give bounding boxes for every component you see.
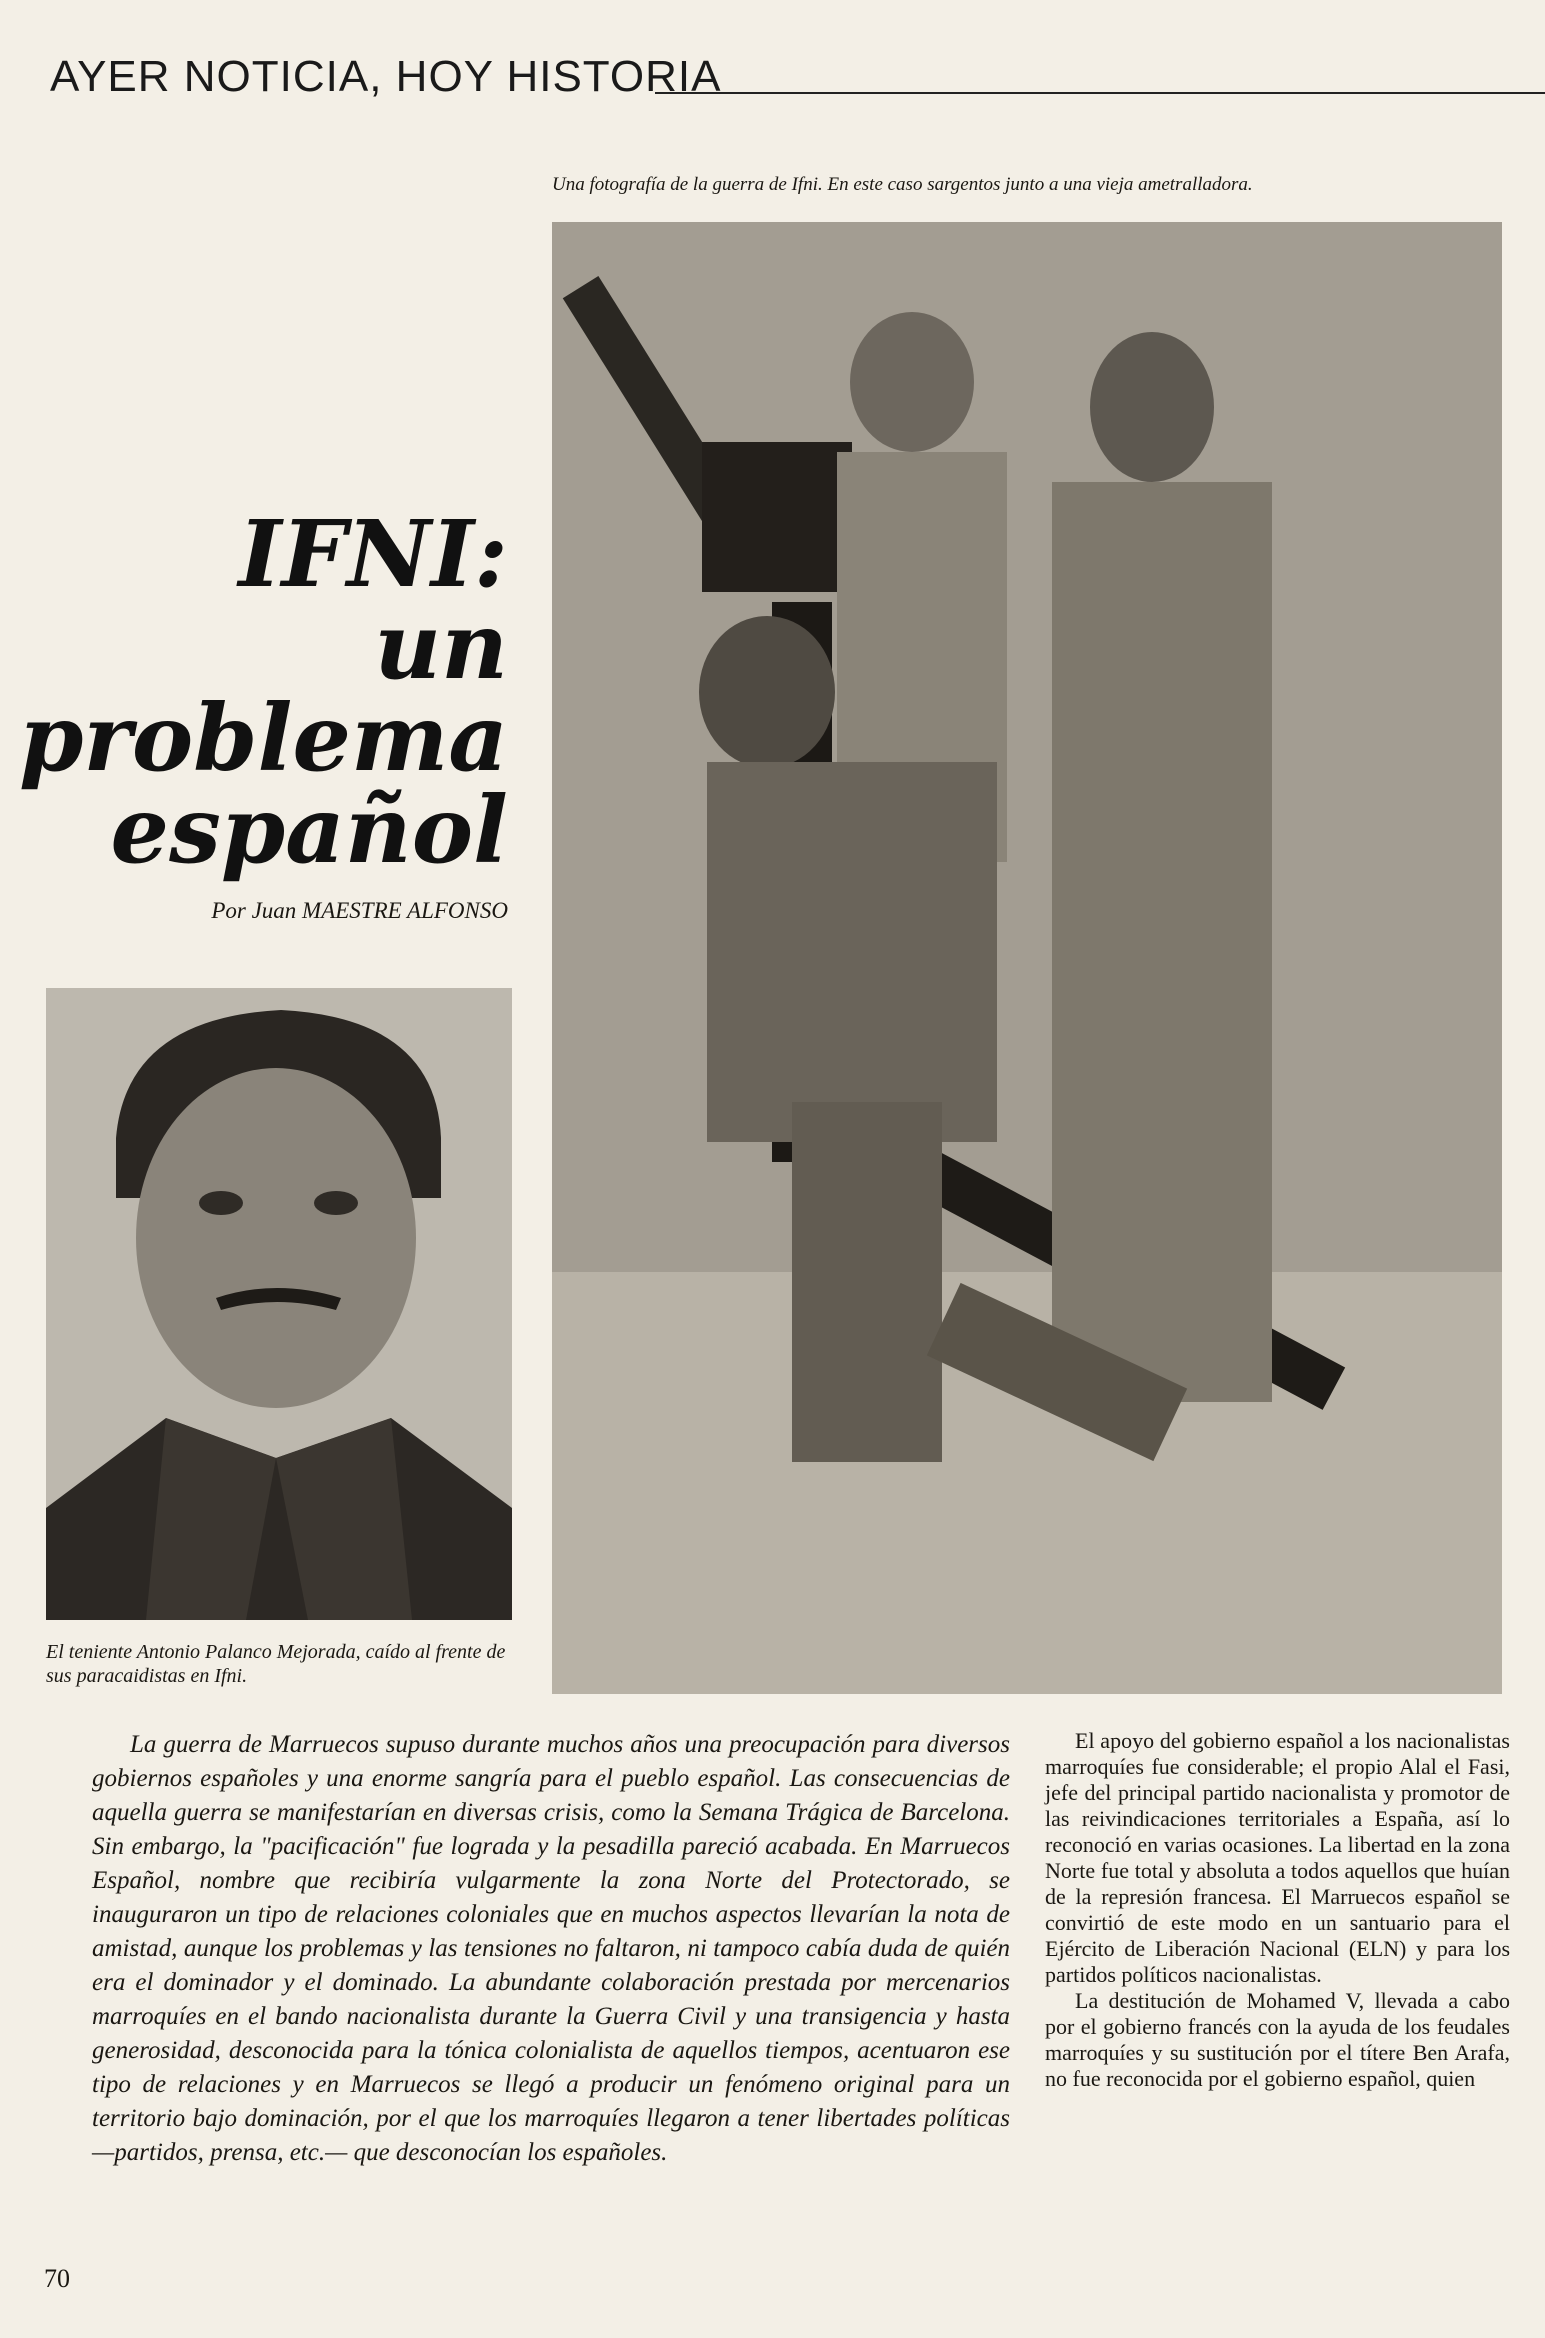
title-line: problema xyxy=(19,684,508,792)
title-line: IFNI: xyxy=(238,500,508,608)
main-photo-caption: Una fotografía de la guerra de Ifni. En este caso sargentos junto a una vieja ametralladora. xyxy=(552,174,1253,195)
right-column xyxy=(1045,1728,1510,2092)
soldier-right xyxy=(1052,332,1272,1402)
body-paragraph: El apoyo del gobierno español a los nacionalistas marroquíes fue considerable; el propio Alal el Fasi, jefe del principal partido nacionalista y promotor de las reivindicaciones territoriales a España, así lo reconoció en varias ocasiones. La libertad en la zona Norte fue total y absoluta a todos aquellos que huían de la represión francesa. El Marruecos español se convirtió de este modo en un santuario para el Ejército de Liberación Nacional (ELN) y para los partidos políticos nacionalistas. xyxy=(1045,1728,1510,1987)
portrait-caption: El teniente Antonio Palanco Mejorada, caído al frente de sus paracaidistas en Ifni. xyxy=(46,1641,506,1687)
title-line: un xyxy=(374,592,508,700)
portrait-photo xyxy=(46,988,512,1620)
byline: Por Juan MAESTRE ALFONSO xyxy=(211,898,508,923)
body-paragraph: La destitución de Mohamed V, llevada a cabo por el gobierno francés con la ayuda de los feudales marroquíes y su sustitución por el títere Ben Arafa, no fue reconocida por el gobierno español, quien xyxy=(1045,1988,1510,2091)
section-title: AYER NOTICIA, HOY HISTORIA xyxy=(50,52,722,101)
page-number: 70 xyxy=(44,2264,70,2293)
title-line: español xyxy=(110,776,508,884)
article-title xyxy=(19,500,508,884)
main-photo xyxy=(552,222,1502,1694)
lead-paragraph: La guerra de Marruecos supuso durante muchos años una preocupación para diversos gobiernos españoles y una enorme sangría para el pueblo español. Las consecuencias de aquella guerra se manifestarían en diversas crisis, como la Semana Trágica de Barcelona. Sin embargo, la "pacificación" fue lograda y la pesadilla pareció acabada. En Marruecos Español, nombre que recibiría vulgarmente la zona Norte del Protectorado, se inauguraron un tipo de relaciones coloniales que en muchos aspectos llevarían la nota de amistad, aunque los problemas y las tensiones no faltaron, ni tampoco cabía duda de quién era el dominador y el dominado. La abundante colaboración prestada por mercenarios marroquíes en el bando nacionalista durante la Guerra Civil y una transigencia y hasta generosidad, desconocida para la tónica colonialista de aquellos tiempos, acentuaron ese tipo de relaciones y en Marruecos se llegó a producir un fenómeno original para un territorio bajo dominación, por el que los marroquíes llegaron a tener libertades políticas —partidos, prensa, etc.— que desconocían los españoles. xyxy=(92,1731,1010,2166)
header-rule xyxy=(655,92,1545,94)
